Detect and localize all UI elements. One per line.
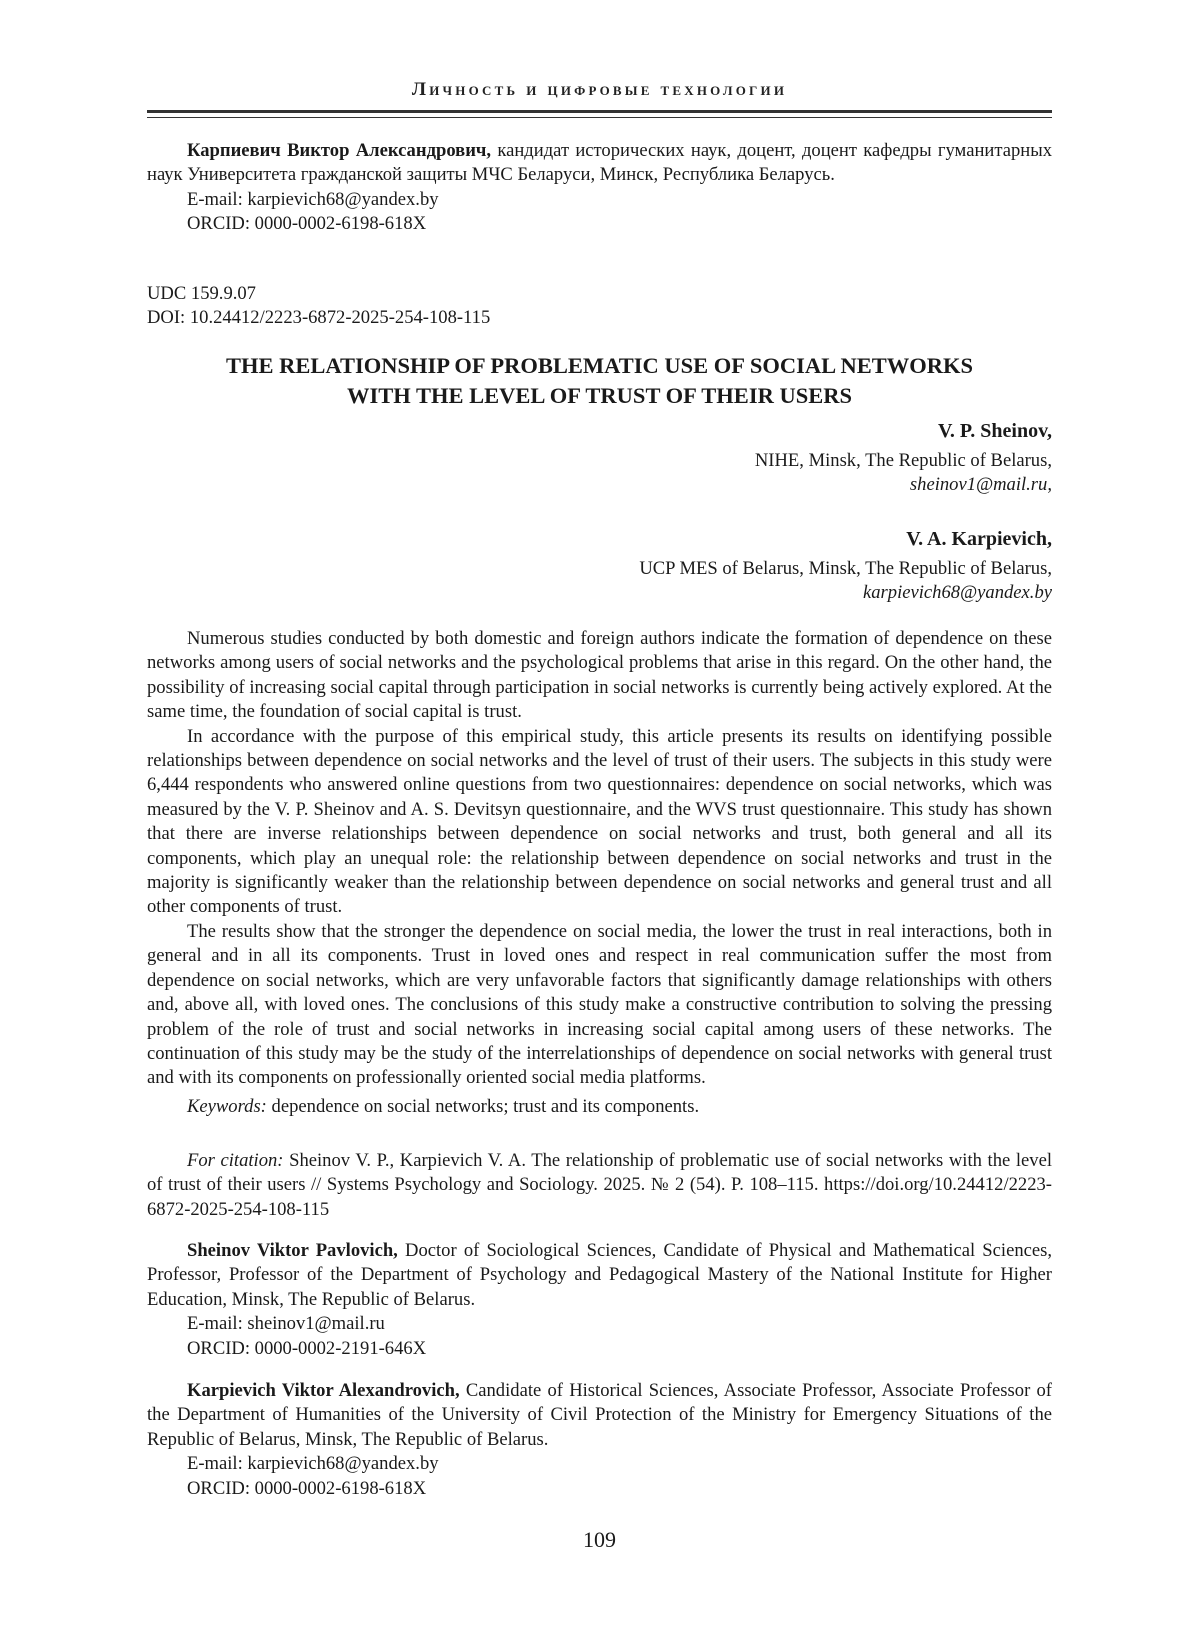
prev-author-desc: кандидат исторических наук, доцент, доцент кафедры гуманитарных наук Университета гражданской защиты МЧС Беларуси, Минск, Республика Беларусь.	[147, 140, 1052, 186]
title-line-2: WITH THE LEVEL OF TRUST OF THEIR USERS	[347, 383, 852, 408]
bio-orcid: ORCID: 0000-0002-2191-646X	[187, 1337, 427, 1359]
author-name: V. A. Karpievich,	[906, 528, 1052, 550]
bio-desc: Doctor of Sociological Sciences, Candidate of Physical and Mathematical Sciences, Professor, Professor of the Department of Psychology and Pedagogical Mastery of the National Institute for Higher Education, Minsk, The Republic of Belarus.	[147, 1240, 1053, 1310]
bio-orcid: ORCID: 0000-0002-6198-618X	[187, 1477, 427, 1499]
abstract-paragraph-1: Numerous studies conducted by both domestic and foreign authors indicate the formation of dependence on these networks among users of social networks and the psychological problems that arise in this regard. On the other hand, the possibility of increasing social capital through participation in social networks is currently being actively explored. At the same time, the foundation of social capital is trust.	[147, 628, 1052, 723]
citation-label: For citation:	[187, 1150, 284, 1171]
bio-2	[147, 1379, 1052, 1501]
keywords-label: Keywords:	[187, 1095, 267, 1117]
bio-1	[147, 1239, 1052, 1361]
bio-desc: Candidate of Historical Sciences, Associate Professor, Associate Professor of the Department of Humanities of the University of Civil Protection of the Ministry for Emergency Situations of the Republic of Belarus, Minsk, The Republic of Belarus.	[147, 1380, 1052, 1450]
prev-author-block	[147, 139, 1052, 237]
article-title	[147, 351, 1052, 411]
bio-name: Sheinov Viktor Pavlovich,	[187, 1240, 398, 1261]
title-line-1: THE RELATIONSHIP OF PROBLEMATIC USE OF SOCIAL NETWORKS	[225, 353, 973, 378]
citation	[147, 1149, 1052, 1222]
bio-email: E-mail: karpievich68@yandex.by	[187, 1453, 439, 1475]
author-1	[147, 420, 1052, 498]
abstract-paragraph-2: In accordance with the purpose of this empirical study, this article presents its results on identifying possible relationships between dependence on social networks and the level of trust of their users. The subjects in this study were 6,444 respondents who answered online questions from two questionnaires: dependence on social networks, which was measured by the V. P. Sheinov and A. S. Devitsyn questionnaire, and the WVS trust questionnaire. This study has shown that there are inverse relationships between dependence on social networks and trust, both general and all its components, which play an unequal role: the relationship between dependence on social networks and trust in the majority is significantly weaker than the relationship between dependence on social networks and general trust and all other components of trust.	[147, 725, 1052, 918]
author-name: V. P. Sheinov,	[938, 420, 1052, 442]
header-rule-thick	[147, 110, 1052, 113]
author-2	[147, 528, 1052, 606]
prev-author-name: Карпиевич Виктор Александрович,	[187, 140, 492, 161]
abstract	[147, 627, 1052, 1119]
page-number: 109	[583, 1527, 616, 1552]
keywords-text: dependence on social networks; trust and its components.	[271, 1095, 700, 1117]
running-head: Личность и цифровые технологии	[411, 79, 788, 100]
prev-author-orcid: ORCID: 0000-0002-6198-618X	[187, 213, 427, 235]
header-rule-thin	[147, 117, 1052, 118]
udc-doi-block	[147, 282, 1052, 331]
bio-email: E-mail: sheinov1@mail.ru	[187, 1313, 385, 1335]
udc: UDC 159.9.07	[147, 283, 256, 304]
citation-text: Sheinov V. P., Karpievich V. A. The relationship of problematic use of social networks with the level of trust of their users // Systems Psychology and Sociology. 2025. № 2 (54). P. 108–115. https://doi.org/10.24412/2223-6872-2025-254-108-115	[147, 1150, 1052, 1220]
bio-name: Karpievich Viktor Alexandrovich,	[187, 1380, 460, 1401]
author-affiliation: NIHE, Minsk, The Republic of Belarus,	[754, 450, 1052, 471]
author-affiliation: UCP MES of Belarus, Minsk, The Republic of Belarus,	[639, 558, 1052, 579]
prev-author-email: E-mail: karpievich68@yandex.by	[187, 188, 439, 210]
doi: DOI: 10.24412/2223-6872-2025-254-108-115	[147, 307, 491, 329]
keywords	[147, 1095, 1052, 1119]
author-email: karpievich68@yandex.by	[862, 582, 1052, 604]
abstract-paragraph-3: The results show that the stronger the dependence on social media, the lower the trust in real interactions, both in general and in all its components. Trust in loved ones and respect in real communication suffer the most from dependence on social networks, which are very unfavorable factors that significantly damage relationships with others and, above all, with loved ones. The conclusions of this study make a constructive contribution to solving the pressing problem of the role of trust and social networks in increasing social capital among users of these networks. The continuation of this study may be the study of the interrelationships of dependence on social networks with general trust and with its components on professionally oriented social media platforms.	[147, 920, 1052, 1089]
author-email: sheinov1@mail.ru,	[909, 474, 1052, 496]
